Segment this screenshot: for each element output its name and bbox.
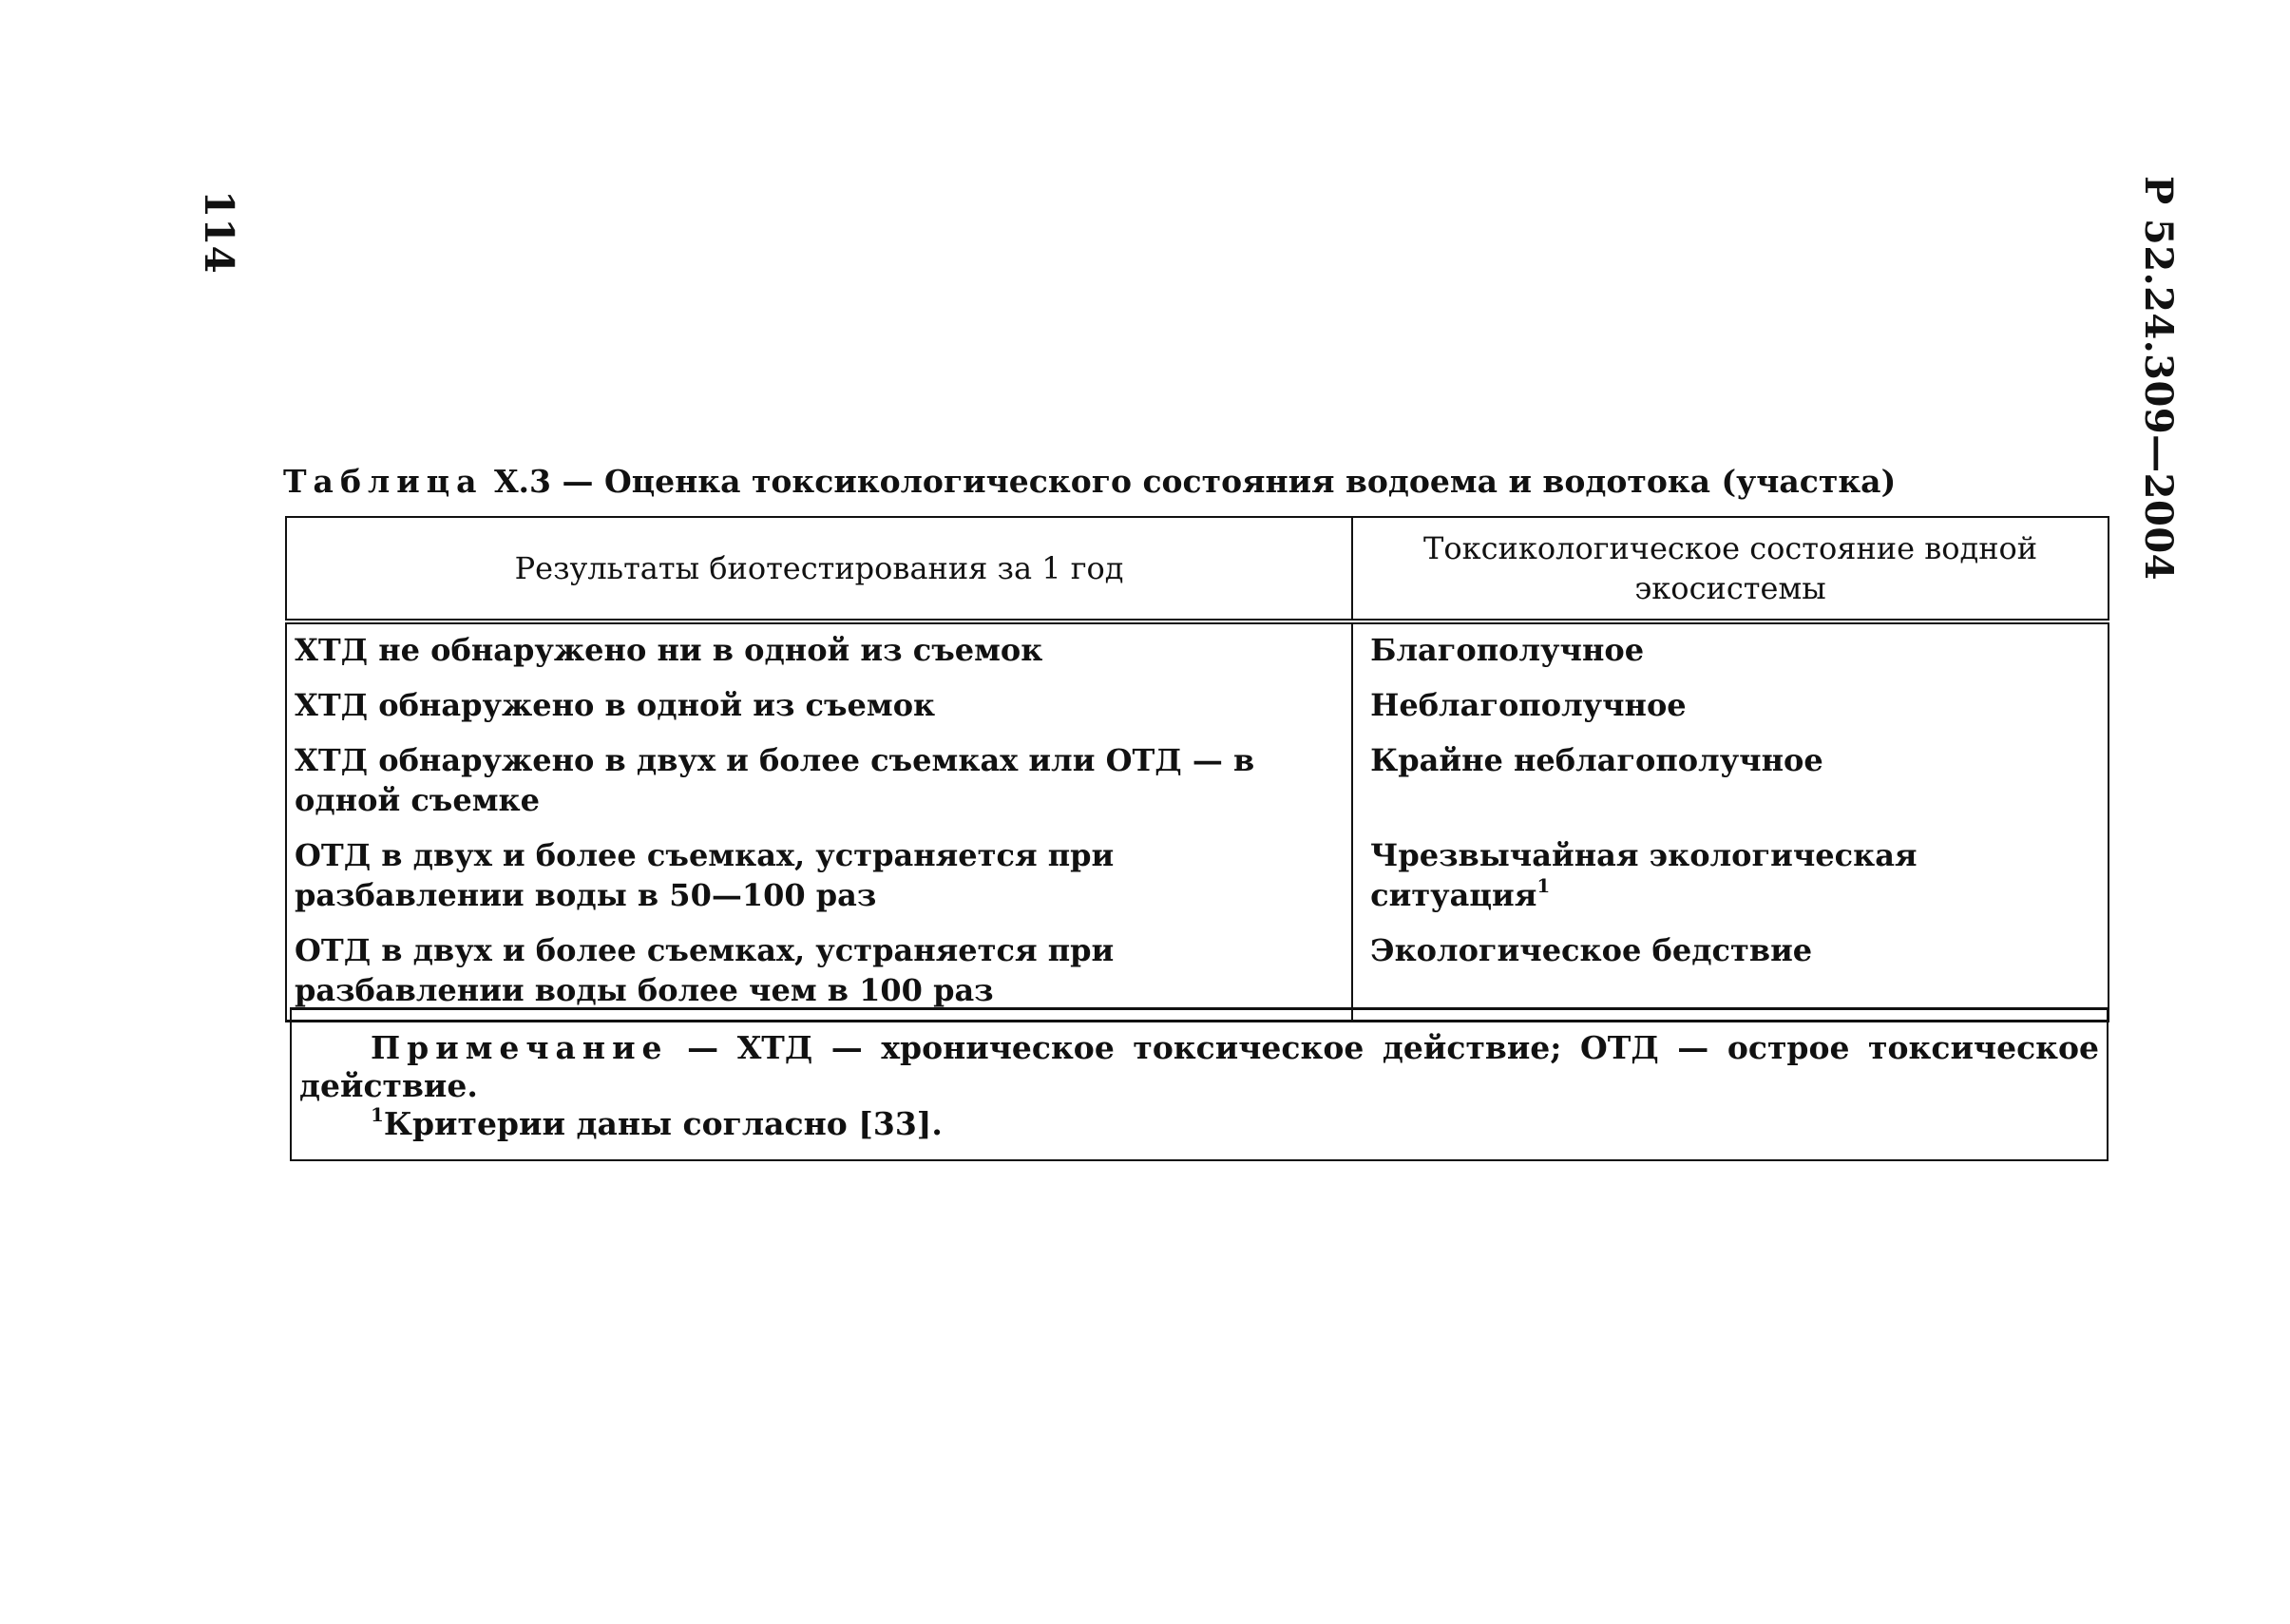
table-caption — [283, 463, 1896, 500]
table-caption-text: Х.3 — Оценка токсикологического состояния водоема и водотока (участка) — [483, 463, 1897, 500]
table-row — [286, 621, 2109, 679]
result-cell: ОТД в двух и более съемках, устраняется при разбавлении воды более чем в 100 раз — [286, 925, 1352, 1022]
note-label: Примечание — [371, 1029, 669, 1066]
column-header-state: Токсикологическое состояние водной экосистемы — [1352, 517, 2109, 621]
result-cell: ОТД в двух и более съемках, устраняется при разбавлении воды в 50—100 раз — [286, 830, 1352, 925]
state-cell: Благополучное — [1352, 621, 2109, 679]
footnote — [299, 1105, 2099, 1143]
footnote-number: 1 — [371, 1103, 384, 1126]
toxicology-table — [285, 516, 2109, 1022]
state-cell — [1352, 830, 2109, 925]
table-note — [290, 1007, 2109, 1161]
note-body: — ХТД — хроническое токсическое действие; ОТД — острое токсическое действие. — [299, 1029, 2099, 1104]
column-header-results: Результаты биотестирования за 1 год — [286, 517, 1352, 621]
table-row — [286, 679, 2109, 735]
table-header-row — [286, 517, 2109, 621]
state-cell: Неблагополучное — [1352, 679, 2109, 735]
document-code: Р 52.24.309—2004 — [2136, 176, 2181, 582]
table-row — [286, 735, 2109, 830]
result-cell: ХТД не обнаружено ни в одной из съемок — [286, 621, 1352, 679]
state-cell: Крайне неблагополучное — [1352, 735, 2109, 830]
state-text: Чрезвычайная экологическая ситуация — [1370, 837, 1918, 913]
table-caption-label: Таблица — [283, 463, 484, 500]
footnote-marker: 1 — [1536, 874, 1551, 897]
table-row — [286, 830, 2109, 925]
result-cell: ХТД обнаружено в двух и более съемках или ОТД — в одной съемке — [286, 735, 1352, 830]
footnote-text: Критерии даны согласно [33]. — [383, 1105, 943, 1142]
result-cell: ХТД обнаружено в одной из съемок — [286, 679, 1352, 735]
page-number: 114 — [196, 190, 242, 274]
state-cell: Экологическое бедствие — [1352, 925, 2109, 1022]
note-text — [299, 1029, 2099, 1105]
